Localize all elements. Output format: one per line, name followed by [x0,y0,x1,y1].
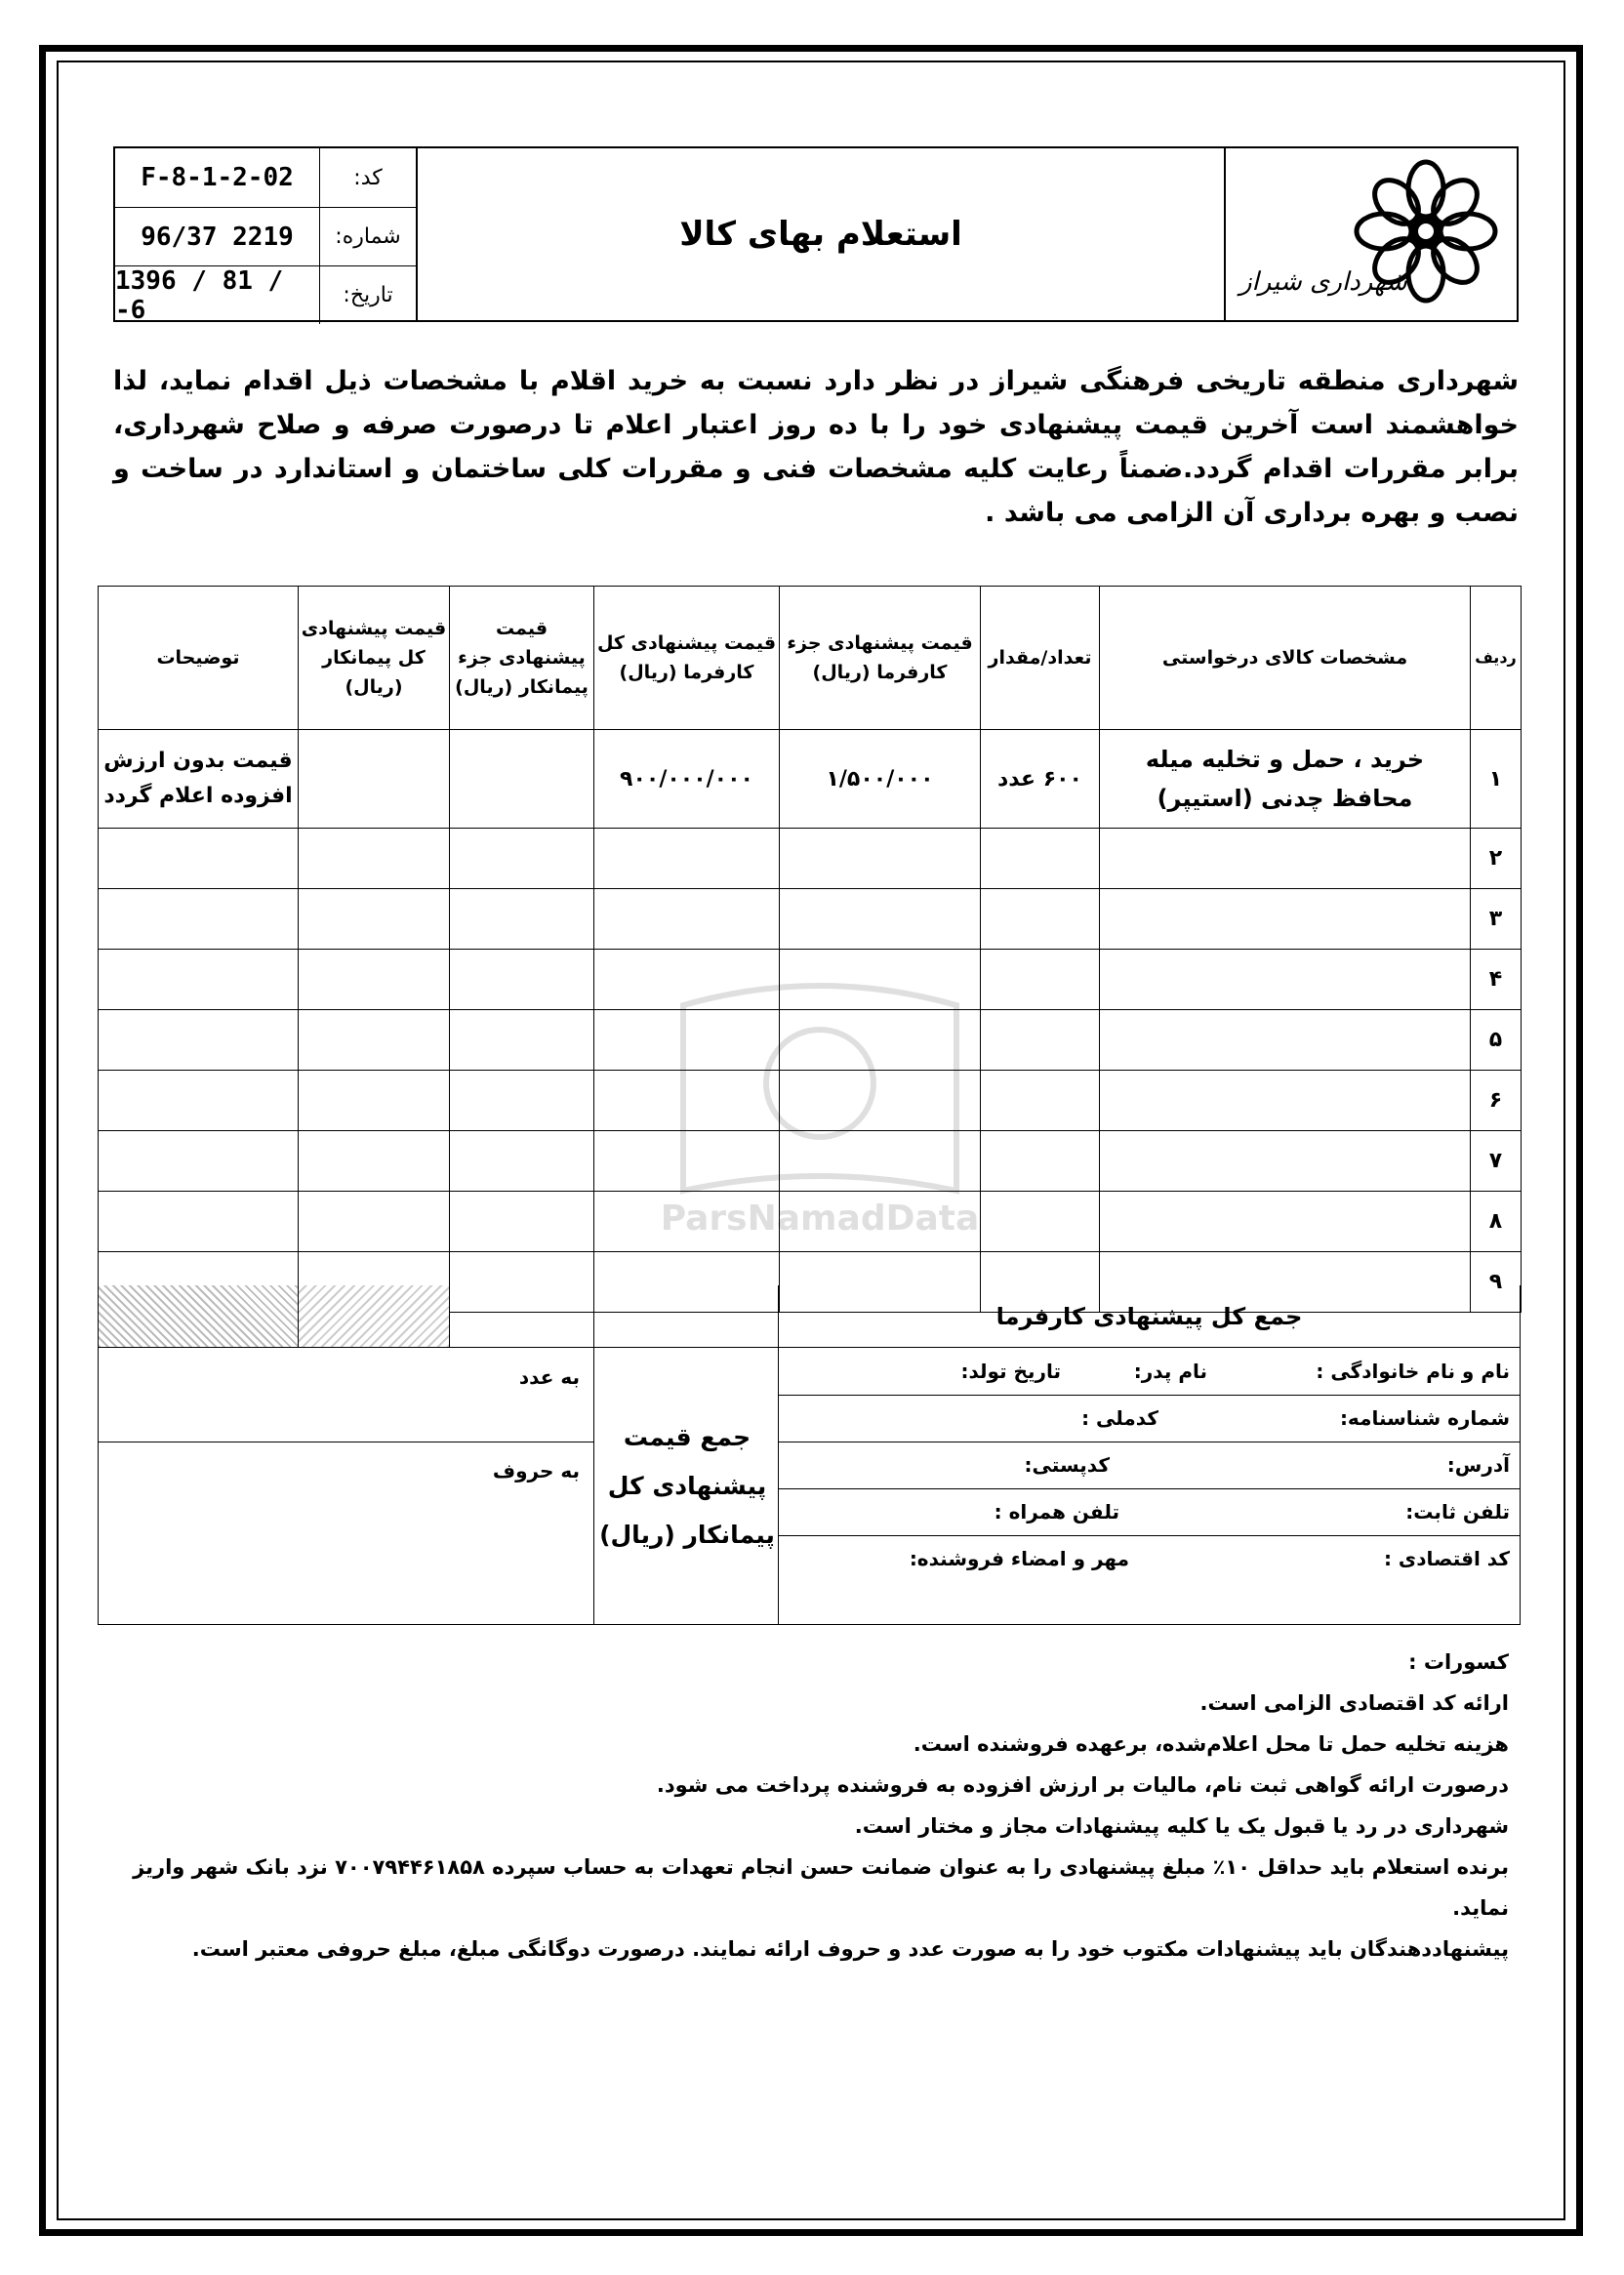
table-row [99,889,1522,950]
table-row [99,1192,1522,1252]
empty-cell [299,1192,450,1252]
vendor-row-address [779,1442,1520,1489]
empty-cell [780,1010,981,1071]
row-index: ۵ [1471,1010,1522,1071]
total-contractor-unit-cell [450,1285,594,1347]
row-total-price-contractor [299,730,450,829]
meta-box [115,148,418,325]
header-qty: تعداد/مقدار [981,587,1100,730]
header-total-price-employer: قیمت پیشنهادی کل کارفرما (ریال) [594,587,780,730]
municipality-logo [1224,148,1517,320]
vendor-national-label: کدملی : [1081,1406,1158,1430]
empty-cell [450,950,594,1010]
conditions-notes [113,1642,1509,1970]
amount-words-cell [99,1442,593,1624]
table-row [99,1131,1522,1192]
empty-cell [981,1010,1100,1071]
empty-cell [981,950,1100,1010]
total-label: جمع کل پیشنهادی کارفرما [778,1285,1520,1347]
empty-cell [299,1131,450,1192]
note-item: پیشنهاددهندگان باید پیشنهادات مکتوب خود را به صورت عدد و حروف ارائه نمایند. درصورت دوگانگی مبلغ، مبلغ حروفی معتبر است. [191,1937,1509,1961]
code-row [115,148,416,207]
empty-cell [1100,950,1471,1010]
amount-digits-label: به عدد [518,1365,580,1389]
row-index: ۷ [1471,1131,1522,1192]
amount-words-label: به حروف [492,1459,580,1483]
vendor-father-label: نام پدر: [1133,1360,1207,1383]
vendor-id-label: شماره شناسنامه: [1339,1406,1510,1430]
row-unit-price-contractor [450,730,594,829]
vendor-info [98,1348,1521,1625]
date-row [115,265,416,324]
vendor-mobile-label: تلفن همراه : [994,1500,1119,1523]
row-total-price-employer: ۹۰۰/۰۰۰/۰۰۰ [594,730,780,829]
row-index: ۶ [1471,1071,1522,1131]
table-row [99,1010,1522,1071]
row-qty: ۶۰۰ عدد [981,730,1100,829]
date-value: 1396 / 81 / -6 [115,266,320,324]
empty-cell [99,950,299,1010]
empty-cell [450,829,594,889]
number-label: شماره: [335,224,401,249]
empty-cell [299,889,450,950]
header-unit-price-employer: قیمت پیشنهادی جزء کارفرما (ریال) [780,587,981,730]
row-index: ۹ [1471,1252,1522,1313]
empty-cell [981,1071,1100,1131]
empty-cell [594,1131,780,1192]
empty-cell [450,1071,594,1131]
note-item: درصورت ارائه گواهی ثبت نام، مالیات بر ارزش افزوده به فروشنده پرداخت می شود. [656,1773,1509,1797]
empty-cell [99,1131,299,1192]
row-unit-price-employer: ۱/۵۰۰/۰۰۰ [780,730,981,829]
empty-cell [981,1131,1100,1192]
vendor-birth-label: تاریخ تولد: [960,1360,1061,1383]
amount-digits-cell [99,1348,593,1442]
empty-cell [594,829,780,889]
header-row-index: ردیف [1471,587,1522,730]
empty-cell [780,950,981,1010]
empty-cell [780,1071,981,1131]
empty-cell [594,1192,780,1252]
vendor-row-phone [779,1488,1520,1536]
empty-cell [99,829,299,889]
watermark-brand: ParsNamadData [660,1198,980,1239]
note-item: برنده استعلام باید حداقل ۱۰٪ مبلغ پیشنهادی را به عنوان ضمانت حسن انجام تعهدات به حساب سپرده ۷۰۰۷۹۴۴۶۱۸۵۸ نزد بانک شهر واریز نماید. [133,1855,1509,1920]
document-title: استعلام بهای کالا [679,215,962,254]
header-notes: توضیحات [99,587,299,730]
empty-cell [594,1010,780,1071]
vendor-economic-label: کد اقتصادی : [1383,1547,1510,1570]
empty-cell [780,1192,981,1252]
table-header-row [99,587,1522,730]
empty-cell [780,829,981,889]
empty-cell [981,1192,1100,1252]
table-row [99,950,1522,1010]
empty-cell [594,950,780,1010]
empty-cell [780,1131,981,1192]
empty-cell [299,1071,450,1131]
empty-cell [594,889,780,950]
empty-cell [594,1071,780,1131]
empty-cell [981,829,1100,889]
date-label: تاریخ: [343,283,393,307]
empty-cell [1100,1071,1471,1131]
empty-cell [1100,829,1471,889]
items-table [98,586,1522,1313]
code-value: F-8-1-2-02 [115,148,320,207]
intro-paragraph: شهرداری منطقه تاریخی فرهنگی شیراز در نظر دارد نسبت به خرید اقلام با مشخصات ذیل اقدام نماید، لذا خواهشمند است آخرین قیمت پیشنهادی خود را با ده روز اعتبار اعلام تا درصورت صرفه و صلاح شهرداری، برابر مقررات اقدام گردد.ضمناً رعایت کلیه مشخصات فنی و مقررات کلی ساختمان و استاندارد در ساخت و نصب و بهره برداری آن الزامی می باشد . [113,366,1519,528]
document-header [113,146,1519,325]
empty-cell [299,829,450,889]
row-index: ۲ [1471,829,1522,889]
table-row [99,1071,1522,1131]
vendor-seal-label: مهر و امضاء فروشنده: [909,1547,1129,1570]
note-item: شهرداری در رد یا قبول یک یا کلیه پیشنهادات مجاز و مختار است. [854,1814,1509,1838]
note-item: هزینه تخلیه حمل تا محل اعلام‌شده، برعهده فروشنده است. [913,1732,1509,1756]
number-value: 96/37 2219 [115,208,320,265]
code-label: کد: [353,165,383,190]
row-notes: قیمت بدون ارزش افزوده اعلام گردد [99,730,299,829]
row-index: ۸ [1471,1192,1522,1252]
table-row [99,829,1522,889]
row-index: ۳ [1471,889,1522,950]
note-item: ارائه کد اقتصادی الزامی است. [1199,1691,1509,1715]
empty-cell [99,1010,299,1071]
vendor-fields [778,1348,1520,1624]
table-row [99,730,1522,829]
vendor-address-label: آدرس: [1446,1453,1510,1477]
empty-cell [99,1192,299,1252]
vendor-row-id [779,1395,1520,1442]
empty-cell [1100,1192,1471,1252]
empty-cell [1100,1131,1471,1192]
header-unit-price-contractor: قیمت پیشنهادی جزء پیمانکار (ریال) [450,587,594,730]
total-row [98,1285,1521,1348]
empty-cell [1100,1010,1471,1071]
vendor-row-economic [779,1535,1520,1582]
vendor-postal-label: کدپستی: [1024,1453,1110,1477]
header-spec: مشخصات کالای درخواستی [1100,587,1471,730]
empty-cell [299,950,450,1010]
vendor-row-name [779,1348,1520,1396]
number-row [115,207,416,265]
logo-caption: شهرداری شیراز [1239,267,1407,297]
empty-cell [450,1192,594,1252]
header-total-price-contractor: قیمت پیشنهادی کل پیمانکار (ریال) [299,587,450,730]
empty-cell [99,889,299,950]
amount-cells [99,1348,594,1624]
empty-cell [99,1071,299,1131]
empty-cell [450,1131,594,1192]
empty-cell [1100,889,1471,950]
empty-cell [450,1010,594,1071]
vendor-phone-label: تلفن ثابت: [1405,1500,1510,1523]
row-index: ۴ [1471,950,1522,1010]
row-spec: خرید ، حمل و تخلیه میله محافظ چدنی (استیپر) [1100,730,1471,829]
total-contractor-cell [299,1285,450,1347]
contractor-sum-label: جمع قیمت پیشنهادی کل پیمانکار (ریال) [599,1422,775,1549]
total-notes-cell [99,1285,299,1347]
empty-cell [299,1010,450,1071]
empty-cell [450,889,594,950]
empty-cell [780,889,981,950]
notes-title: کسورات : [1408,1650,1509,1674]
row-index: ۱ [1471,730,1522,829]
vendor-name-label: نام و نام خانوادگی : [1316,1360,1510,1383]
empty-cell [981,889,1100,950]
